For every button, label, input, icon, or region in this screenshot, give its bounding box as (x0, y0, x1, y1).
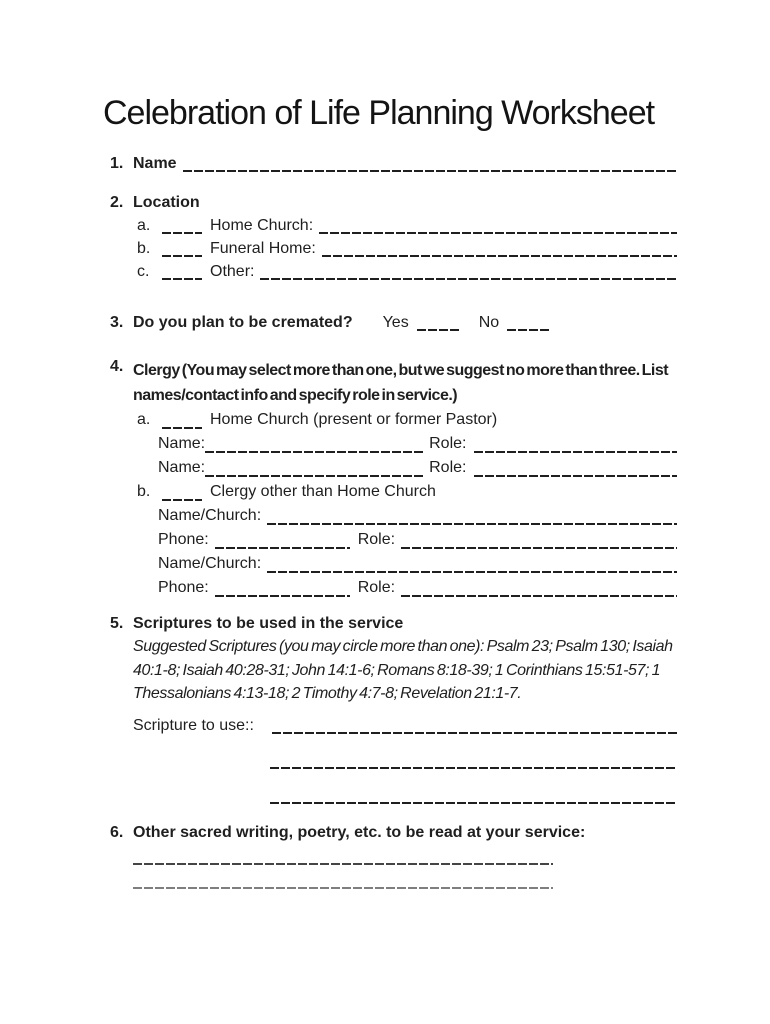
scripture-to-use-row (103, 714, 677, 737)
home-church-select-blank[interactable] (162, 214, 202, 237)
clergy-name-blank-2[interactable] (205, 456, 423, 480)
item-2-number: 2. (110, 194, 124, 211)
clergy-name-blank-1[interactable] (205, 432, 423, 456)
role-label: Role: (429, 435, 467, 452)
clergy-home-church-row (103, 408, 677, 432)
item-6-number: 6. (110, 823, 124, 841)
phone-label: Phone: (158, 531, 209, 548)
suggested-scriptures-text: Suggested Scriptures (you may circle more than one): Psalm 23; Psalm 130; Isaiah 40:1-8; Isaiah 40:28-31; John 14:1-6; Romans 8:18-39; 1 Corinthians 15:51-57; 1 Thessalonians 4:13-18; 2 Timothy 4:7-8; Revelation 21:1-7. (133, 638, 673, 702)
scriptures-heading-row (103, 612, 677, 635)
clergy-heading-row (103, 358, 677, 408)
other-writings-line-row (103, 868, 677, 892)
clergy-phone-role-row-2 (103, 576, 677, 600)
clergy-role-blank-2[interactable] (474, 456, 677, 480)
location-option-home-church (103, 214, 677, 237)
other-location-blank-line[interactable] (260, 260, 677, 283)
clergy-phone-blank-2[interactable] (215, 576, 350, 600)
clergy-name-church-blank-2[interactable] (267, 552, 677, 576)
name-label: Name: (158, 459, 206, 476)
clergy-other-label: Clergy other than Home Church (210, 483, 436, 500)
cremation-yes-label: Yes (382, 314, 409, 331)
clergy-home-church-select-blank[interactable] (162, 408, 202, 432)
cremation-no-blank[interactable] (507, 311, 551, 334)
home-church-label: Home Church: (210, 217, 314, 234)
cremation-no-label: No (478, 314, 500, 331)
clergy-phone-role-blank-2[interactable] (401, 576, 677, 600)
clergy-home-church-label: Home Church (present or former Pastor) (210, 411, 498, 428)
other-writings-label: Other sacred writing, poetry, etc. to be read at your service: (133, 823, 586, 841)
role-label: Role: (357, 531, 396, 548)
scriptures-label: Scriptures to be used in the service (133, 615, 404, 632)
page-title: Celebration of Life Planning Worksheet (103, 94, 655, 132)
scripture-to-use-blank-2[interactable] (270, 737, 677, 772)
funeral-home-label: Funeral Home: (210, 240, 316, 257)
location-heading-row (103, 191, 677, 214)
name-church-label: Name/Church: (158, 507, 262, 524)
name-label: Name: (158, 435, 206, 452)
other-writings-heading-row (103, 821, 677, 844)
clergy-name-role-row-2 (103, 456, 677, 480)
clergy-role-blank-1[interactable] (474, 432, 677, 456)
clergy-phone-blank-1[interactable] (215, 528, 350, 552)
clergy-a-letter: a. (137, 411, 151, 428)
scripture-extra-line-row (103, 737, 677, 772)
worksheet-content (103, 0, 677, 892)
location-label: Location (133, 194, 200, 211)
funeral-home-select-blank[interactable] (162, 237, 202, 260)
other-writings-blank-2[interactable] (133, 868, 553, 892)
clergy-other-row (103, 480, 677, 504)
scripture-to-use-blank-1[interactable] (272, 714, 677, 737)
clergy-b-letter: b. (137, 483, 151, 500)
home-church-blank-line[interactable] (319, 214, 677, 237)
other-writings-blank-1[interactable] (133, 844, 553, 868)
other-location-select-blank[interactable] (162, 260, 202, 283)
name-blank-line[interactable] (183, 152, 677, 175)
cremation-yes-blank[interactable] (417, 311, 461, 334)
role-label: Role: (429, 459, 467, 476)
clergy-instructions: Clergy (You may select more than one, but we suggest no more than three. List names/contact info and specify role in service.) (133, 362, 669, 404)
name-label: Name (133, 155, 177, 172)
clergy-name-church-row-1 (103, 504, 677, 528)
clergy-name-role-row-1 (103, 432, 677, 456)
item-4-number: 4. (110, 358, 124, 375)
option-c-letter: c. (137, 263, 150, 280)
location-option-other (103, 260, 677, 283)
item-3-number: 3. (110, 314, 124, 331)
role-label: Role: (357, 579, 396, 596)
cremation-row (103, 311, 677, 334)
clergy-name-church-row-2 (103, 552, 677, 576)
funeral-home-blank-line[interactable] (322, 237, 677, 260)
clergy-phone-role-row-1 (103, 528, 677, 552)
scripture-to-use-blank-3[interactable] (270, 772, 677, 807)
item-5-number: 5. (110, 615, 124, 632)
name-church-label: Name/Church: (158, 555, 262, 572)
option-a-letter: a. (137, 217, 151, 234)
item-1-number: 1. (110, 155, 124, 172)
clergy-name-church-blank-1[interactable] (267, 504, 677, 528)
clergy-other-select-blank[interactable] (162, 480, 202, 504)
option-b-letter: b. (137, 240, 151, 257)
scripture-to-use-label: Scripture to use:: (133, 716, 254, 734)
phone-label: Phone: (158, 579, 209, 596)
other-writings-line-row (103, 844, 677, 868)
clergy-phone-role-blank-1[interactable] (401, 528, 677, 552)
location-option-funeral-home (103, 237, 677, 260)
name-field-row (103, 152, 677, 175)
other-location-label: Other: (210, 263, 255, 280)
cremation-question: Do you plan to be cremated? (133, 314, 353, 331)
scripture-extra-line-row (103, 772, 677, 807)
